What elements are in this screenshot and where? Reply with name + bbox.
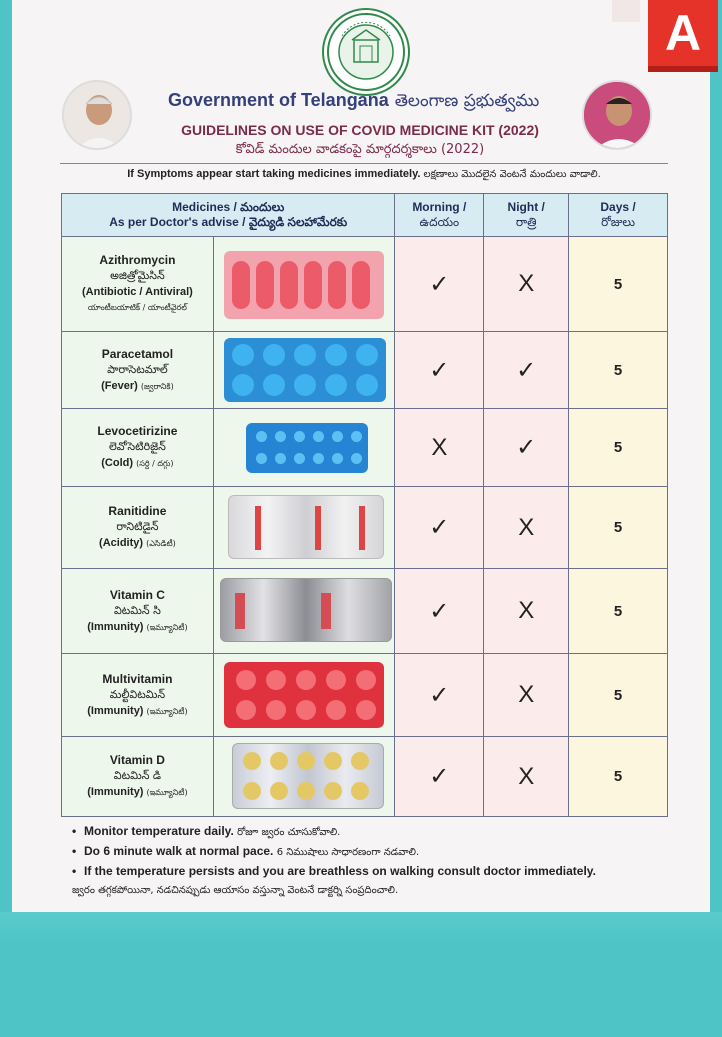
medicine-use: (Antibiotic / Antiviral) xyxy=(82,286,193,298)
medicine-use-en: (Cold) xyxy=(101,457,134,469)
morning-cell: X xyxy=(395,409,484,487)
medicine-name-cell xyxy=(62,654,214,737)
guidelines-title-te: కోవిడ్ మందుల వాడకంపై మార్గదర్శకాలు (2022) xyxy=(235,142,485,157)
morning-cell: ✓ xyxy=(395,332,484,409)
night-cell: X xyxy=(484,737,569,817)
medicine-use-te: (ఇమ్యూనిటీ) xyxy=(146,622,188,632)
medicine-name-cell xyxy=(62,569,214,654)
channel-logo xyxy=(648,0,718,72)
night-cell: ✓ xyxy=(484,332,569,409)
note-te: జ్వరం తగ్గకపోయినా, నడచినప్పుడు ఆయాసం వస్తున్నా వెంటనే డాక్టర్ని సంప్రదించాలి. xyxy=(72,885,399,896)
multivitamin-strip xyxy=(224,662,384,728)
medicine-use-en: (Immunity) xyxy=(87,620,144,633)
medicine-name-te: మల్టీవిటమిన్ xyxy=(109,687,166,701)
note-te: రోజూ జ్వరం చూసుకోవాలి. xyxy=(237,827,341,838)
days-header-en: Days / xyxy=(600,200,636,214)
medicine-use-en: (Immunity) xyxy=(87,704,144,717)
medicine-image-cell xyxy=(213,409,395,487)
government-title-te: తెలంగాణ ప్రభుత్వము xyxy=(394,91,540,111)
portrait-left xyxy=(62,80,132,150)
medicine-name: Azithromycin xyxy=(99,253,176,267)
medicine-name-cell xyxy=(62,487,214,569)
medicine-use xyxy=(64,784,211,801)
medicine-use-en: (Acidity) xyxy=(99,537,144,549)
medicine-name: Multivitamin xyxy=(102,671,173,686)
government-title xyxy=(168,90,539,115)
channel-logo-letter: A xyxy=(664,5,702,61)
bottom-band xyxy=(0,912,722,1037)
medicine-image-cell xyxy=(213,569,395,654)
days-cell: 5 xyxy=(569,332,668,409)
medicine-use xyxy=(64,619,211,636)
symptoms-note-te: లక్షణాలు మొదలైన వెంటనే మందులు వాడాలి. xyxy=(423,169,601,180)
table-row xyxy=(62,654,668,737)
medicine-name-cell xyxy=(62,332,214,409)
night-cell: X xyxy=(484,654,569,737)
medicine-name: Vitamin D xyxy=(109,753,165,767)
portrait-right xyxy=(582,80,652,150)
night-header-te: రాత్రి xyxy=(515,215,537,229)
morning-cell: ✓ xyxy=(395,737,484,817)
government-title-en: Government of Telangana xyxy=(168,90,389,110)
morning-cell: ✓ xyxy=(395,569,484,654)
medicine-use-te: (ఎసిడిటీ) xyxy=(146,539,176,548)
medicine-use xyxy=(64,703,211,720)
medicine-use-te: (సర్ది / దగ్గు) xyxy=(136,459,174,468)
morning-cell: ✓ xyxy=(395,487,484,569)
night-cell: X xyxy=(484,569,569,654)
note-item xyxy=(72,842,682,862)
vitamin-d-strip xyxy=(232,743,384,809)
medicine-table xyxy=(61,193,668,817)
medicine-use-te: (ఇమ్యూనిటీ) xyxy=(146,706,188,716)
ranitidine-strip xyxy=(228,495,384,559)
vitamin-c-strip xyxy=(220,578,392,642)
days-cell: 5 xyxy=(569,654,668,737)
days-cell: 5 xyxy=(569,569,668,654)
table-row xyxy=(62,737,668,817)
note-en: If the temperature persists and you are breathless on walking consult doctor immediately. xyxy=(84,864,596,878)
guidelines-title: GUIDELINES ON USE OF COVID MEDICINE KIT (2022) xyxy=(181,122,539,138)
table-row xyxy=(62,409,668,487)
table-row xyxy=(62,237,668,332)
medicines-header xyxy=(62,194,395,237)
days-cell: 5 xyxy=(569,237,668,332)
morning-header xyxy=(395,194,484,237)
medicine-name: Vitamin C xyxy=(109,587,165,602)
morning-cell: ✓ xyxy=(395,237,484,332)
days-cell: 5 xyxy=(569,487,668,569)
medicine-image-cell xyxy=(213,332,395,409)
night-cell: X xyxy=(484,237,569,332)
medicine-name: Paracetamol xyxy=(101,346,174,361)
medicine-image-cell xyxy=(213,737,395,817)
note-en: Monitor temperature daily. xyxy=(84,824,234,838)
medicine-use-te: (జ్వరానికి) xyxy=(140,381,174,391)
table-row xyxy=(62,487,668,569)
medicine-use-en: (Fever) xyxy=(101,379,138,392)
days-header xyxy=(569,194,668,237)
medicine-use-en: (Immunity) xyxy=(87,786,144,798)
table-row xyxy=(62,332,668,409)
medicine-use-te: (ఇమ్యూనిటీ) xyxy=(146,788,188,797)
medicine-name-te: విటమిన్ డి xyxy=(113,769,162,782)
azithromycin-strip xyxy=(224,251,384,319)
medicines-header-line2: As per Doctor's advise / వైద్యుడి సలహామేరకు xyxy=(109,215,348,229)
medicine-use xyxy=(64,378,211,395)
night-cell: ✓ xyxy=(484,409,569,487)
telangana-emblem xyxy=(322,8,410,96)
medicine-name-te: అజిత్రోమైసిన్ xyxy=(110,269,165,282)
medicine-image-cell xyxy=(213,237,395,332)
medicine-name-cell xyxy=(62,409,214,487)
medicine-use-te: యాంటీబయాటిక్ / యాంటీవైరల్ xyxy=(87,303,187,312)
notes-list xyxy=(72,822,682,900)
note-en: Do 6 minute walk at normal pace. xyxy=(84,844,274,858)
medicine-name-cell xyxy=(62,237,214,332)
medicine-name: Levocetirizine xyxy=(97,424,178,438)
medicine-use xyxy=(64,455,211,472)
faint-logo xyxy=(612,0,640,22)
morning-cell: ✓ xyxy=(395,654,484,737)
days-cell: 5 xyxy=(569,737,668,817)
morning-header-en: Morning / xyxy=(412,200,467,214)
medicine-name-cell xyxy=(62,737,214,817)
night-cell: X xyxy=(484,487,569,569)
days-cell: 5 xyxy=(569,409,668,487)
medicine-use xyxy=(64,535,211,552)
divider xyxy=(60,163,668,164)
note-item xyxy=(72,862,682,880)
night-header-en: Night / xyxy=(507,200,545,214)
medicine-name-te: లెవోసెటిరిజైన్ xyxy=(108,440,166,453)
table-row xyxy=(62,569,668,654)
days-header-te: రోజులు xyxy=(601,215,636,229)
note-item-continuation xyxy=(72,880,682,900)
medicine-image-cell xyxy=(213,487,395,569)
symptoms-note-en: If Symptoms appear start taking medicines immediately. xyxy=(127,168,421,180)
paracetamol-strip xyxy=(224,338,386,402)
levocetirizine-strip xyxy=(246,423,368,473)
symptoms-note xyxy=(60,168,668,182)
night-header xyxy=(484,194,569,237)
note-item xyxy=(72,822,682,842)
medicine-image-cell xyxy=(213,654,395,737)
medicines-header-line1: Medicines / మందులు xyxy=(172,200,285,214)
note-te: 6 నిముషాలు సాధారణంగా నడవాలి. xyxy=(276,847,420,858)
medicine-name-te: పారాసెటమాల్ xyxy=(107,362,168,376)
table-header-row xyxy=(62,194,668,237)
medicine-name-te: విటమిన్ సి xyxy=(113,603,161,617)
morning-header-te: ఉదయం xyxy=(419,215,460,229)
medicine-name: Ranitidine xyxy=(108,504,167,518)
medicine-name-te: రానిటిడైన్ xyxy=(116,520,159,533)
